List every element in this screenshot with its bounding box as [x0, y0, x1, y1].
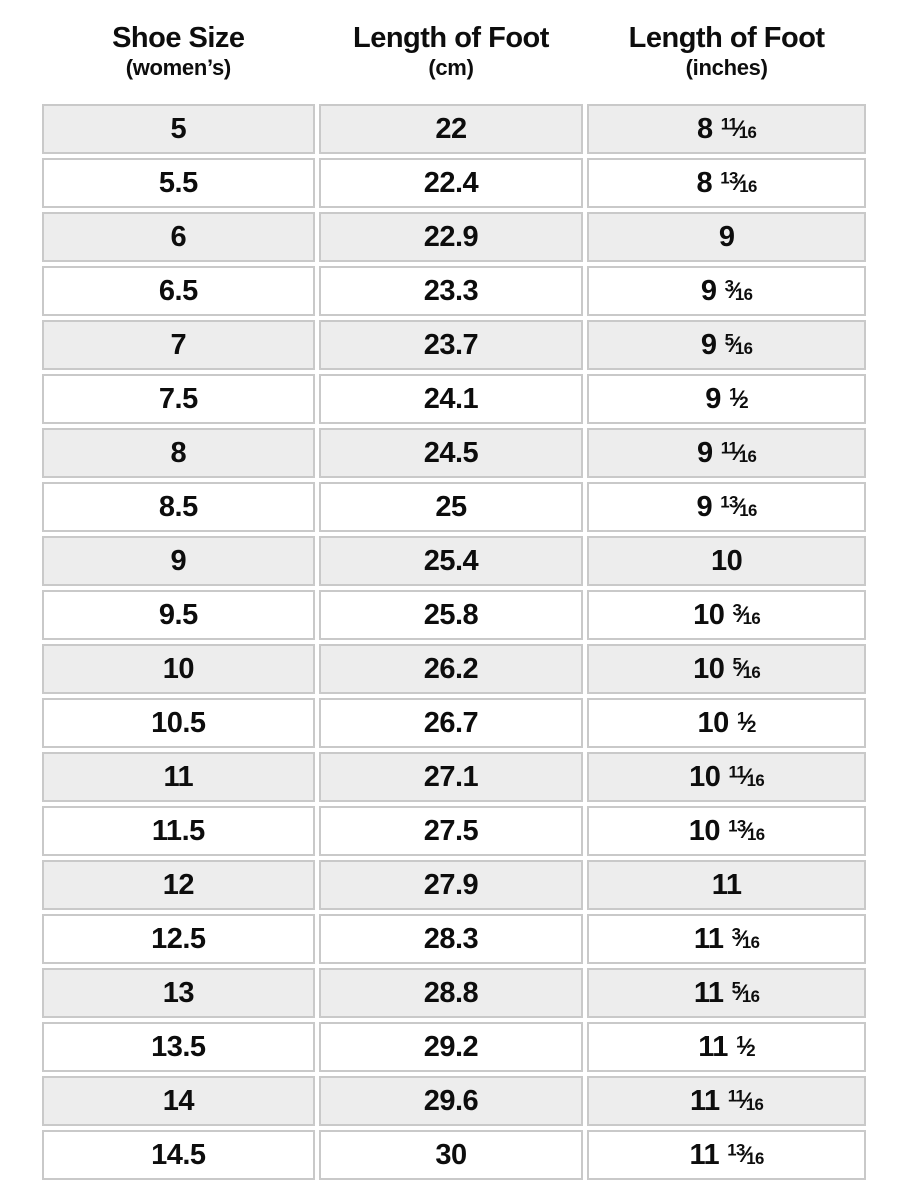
cell-shoe-size: 12.5	[42, 914, 315, 964]
table-row	[42, 266, 866, 316]
cell-shoe-size: 6.5	[42, 266, 315, 316]
cell-length-cm: 22.9	[319, 212, 584, 262]
fraction: $^1$⁄2	[729, 383, 748, 412]
cell-length-inches: 11	[587, 860, 866, 910]
table-row	[42, 482, 866, 532]
cell-length-cm: 28.8	[319, 968, 584, 1018]
cell-length-cm: 27.5	[319, 806, 584, 856]
cell-shoe-size: 13.5	[42, 1022, 315, 1072]
table-row	[42, 752, 866, 802]
fraction: $^3$⁄16	[732, 599, 761, 628]
fraction: $^{11}$⁄16	[727, 1085, 764, 1114]
cell-length-inches: 11 $^1$⁄2	[587, 1022, 866, 1072]
cell-length-cm: 29.2	[319, 1022, 584, 1072]
header-length-cm-title: Length of Foot	[353, 22, 549, 55]
cell-length-cm: 26.7	[319, 698, 584, 748]
cell-shoe-size: 11.5	[42, 806, 315, 856]
table-row	[42, 536, 866, 586]
fraction: $^{11}$⁄16	[720, 437, 757, 466]
fraction: $^3$⁄16	[724, 275, 753, 304]
fraction: $^{13}$⁄16	[728, 815, 765, 844]
cell-length-cm: 23.7	[319, 320, 584, 370]
cell-length-inches: 9 $^5$⁄16	[587, 320, 866, 370]
cell-length-cm: 22	[319, 104, 584, 154]
cell-length-inches: 9 $^{13}$⁄16	[587, 482, 866, 532]
cell-length-cm: 29.6	[319, 1076, 584, 1126]
header-length-inches	[587, 4, 866, 100]
cell-length-inches: 11 $^3$⁄16	[587, 914, 866, 964]
cell-shoe-size: 5	[42, 104, 315, 154]
table-row	[42, 1076, 866, 1126]
cell-length-inches: 10 $^5$⁄16	[587, 644, 866, 694]
cell-shoe-size: 11	[42, 752, 315, 802]
table-header	[42, 4, 866, 100]
cell-length-cm: 26.2	[319, 644, 584, 694]
cell-length-cm: 25.8	[319, 590, 584, 640]
table-row	[42, 698, 866, 748]
fraction: $^1$⁄2	[736, 707, 756, 736]
table-row	[42, 806, 866, 856]
fraction: $^{13}$⁄16	[727, 1139, 764, 1168]
table-row	[42, 428, 866, 478]
cell-length-inches: 10 $^3$⁄16	[587, 590, 866, 640]
cell-length-inches: 10	[587, 536, 866, 586]
cell-shoe-size: 14	[42, 1076, 315, 1126]
cell-shoe-size: 9.5	[42, 590, 315, 640]
table-row	[42, 644, 866, 694]
cell-length-cm: 27.1	[319, 752, 584, 802]
cell-length-inches: 8 $^{11}$⁄16	[587, 104, 866, 154]
fraction: $^3$⁄16	[731, 923, 760, 952]
table-row	[42, 914, 866, 964]
cell-length-inches: 11 $^5$⁄16	[587, 968, 866, 1018]
fraction: $^1$⁄2	[736, 1031, 756, 1060]
table-row	[42, 212, 866, 262]
cell-length-inches: 11 $^{11}$⁄16	[587, 1076, 866, 1126]
fraction: $^5$⁄16	[731, 977, 760, 1006]
table-row	[42, 374, 866, 424]
cell-length-inches: 9 $^1$⁄2	[587, 374, 866, 424]
header-length-cm	[319, 4, 584, 100]
cell-shoe-size: 8	[42, 428, 315, 478]
table-row	[42, 104, 866, 154]
fraction: $^5$⁄16	[724, 329, 753, 358]
cell-length-cm: 28.3	[319, 914, 584, 964]
table-row	[42, 590, 866, 640]
cell-length-cm: 22.4	[319, 158, 584, 208]
header-shoe-size	[42, 4, 315, 100]
size-chart-table	[38, 0, 870, 1184]
cell-length-inches: 8 $^{13}$⁄16	[587, 158, 866, 208]
cell-length-inches: 10 $^1$⁄2	[587, 698, 866, 748]
table-row	[42, 968, 866, 1018]
cell-length-inches: 10 $^{11}$⁄16	[587, 752, 866, 802]
cell-length-cm: 30	[319, 1130, 584, 1180]
cell-length-inches: 10 $^{13}$⁄16	[587, 806, 866, 856]
cell-shoe-size: 6	[42, 212, 315, 262]
cell-shoe-size: 12	[42, 860, 315, 910]
cell-length-cm: 27.9	[319, 860, 584, 910]
header-shoe-size-subtitle: (women’s)	[125, 55, 231, 81]
cell-length-inches: 9 $^3$⁄16	[587, 266, 866, 316]
fraction: $^{13}$⁄16	[720, 167, 757, 196]
cell-length-inches: 9 $^{11}$⁄16	[587, 428, 866, 478]
table-row	[42, 158, 866, 208]
cell-length-cm: 25	[319, 482, 584, 532]
cell-length-inches: 11 $^{13}$⁄16	[587, 1130, 866, 1180]
header-shoe-size-title: Shoe Size	[112, 22, 245, 55]
cell-shoe-size: 7	[42, 320, 315, 370]
cell-shoe-size: 8.5	[42, 482, 315, 532]
cell-length-cm: 24.1	[319, 374, 584, 424]
cell-shoe-size: 10	[42, 644, 315, 694]
cell-length-cm: 24.5	[319, 428, 584, 478]
cell-shoe-size: 14.5	[42, 1130, 315, 1180]
cell-length-inches: 9	[587, 212, 866, 262]
cell-length-cm: 25.4	[319, 536, 584, 586]
fraction: $^{11}$⁄16	[720, 113, 757, 142]
fraction: $^{11}$⁄16	[728, 761, 765, 790]
fraction: $^{13}$⁄16	[720, 491, 757, 520]
cell-shoe-size: 10.5	[42, 698, 315, 748]
size-table-body	[42, 104, 866, 1180]
cell-shoe-size: 13	[42, 968, 315, 1018]
header-length-inches-title: Length of Foot	[628, 22, 825, 55]
header-length-inches-subtitle: (inches)	[685, 55, 768, 81]
header-length-cm-subtitle: (cm)	[428, 55, 474, 81]
table-row	[42, 320, 866, 370]
header-row	[42, 4, 866, 100]
cell-shoe-size: 9	[42, 536, 315, 586]
table-row	[42, 860, 866, 910]
cell-shoe-size: 5.5	[42, 158, 315, 208]
table-row	[42, 1130, 866, 1180]
cell-shoe-size: 7.5	[42, 374, 315, 424]
fraction: $^5$⁄16	[732, 653, 761, 682]
cell-length-cm: 23.3	[319, 266, 584, 316]
table-row	[42, 1022, 866, 1072]
